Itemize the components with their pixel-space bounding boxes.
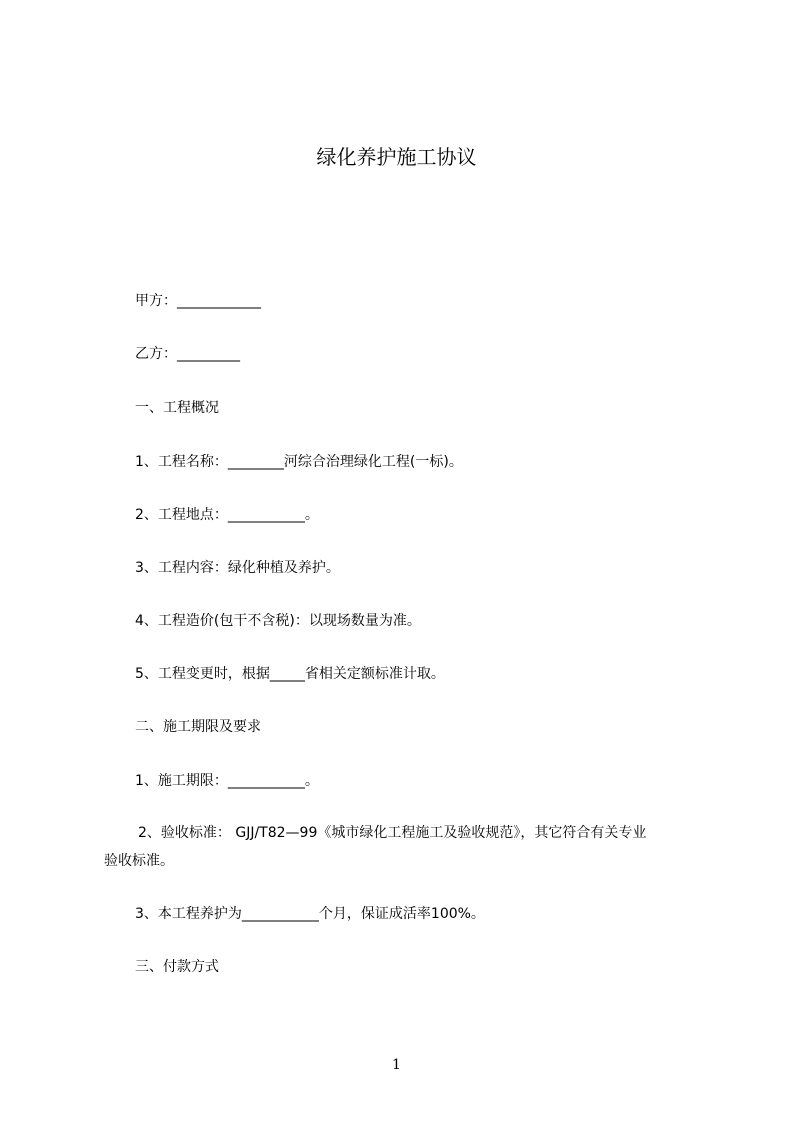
section-1-item-5: 5、工程变更时，根据_____省相关定额标准计取。 <box>135 666 445 682</box>
section-2-item-2-line-2: 验收标准。 <box>104 853 174 869</box>
section-2-heading: 二、施工期限及要求 <box>135 719 261 735</box>
section-2-item-1: 1、施工期限：___________。 <box>135 773 319 789</box>
party-b-line: 乙方：_________ <box>135 346 240 362</box>
page-number: 1 <box>392 1057 401 1073</box>
section-2-item-3: 3、本工程养护为___________个月，保证成活率100%。 <box>135 906 485 922</box>
section-3-heading: 三、付款方式 <box>135 959 219 975</box>
section-1-item-3: 3、工程内容：绿化种植及养护。 <box>135 560 340 576</box>
party-a-line: 甲方：____________ <box>135 293 261 309</box>
section-1-heading: 一、工程概况 <box>135 400 219 416</box>
document-title: 绿化养护施工协议 <box>316 145 477 169</box>
section-2-item-2-line-1: 2、验收标准： GJJ/T82—99《城市绿化工程施工及验收规范》，其它符合有关专业 <box>138 825 647 841</box>
section-1-item-4: 4、工程造价(包干不含税)：以现场数量为准。 <box>135 613 421 629</box>
section-1-item-1: 1、工程名称：________河综合治理绿化工程(一标)。 <box>135 454 463 470</box>
section-2-item-2 <box>104 819 724 875</box>
section-1-item-2: 2、工程地点：___________。 <box>135 507 319 523</box>
